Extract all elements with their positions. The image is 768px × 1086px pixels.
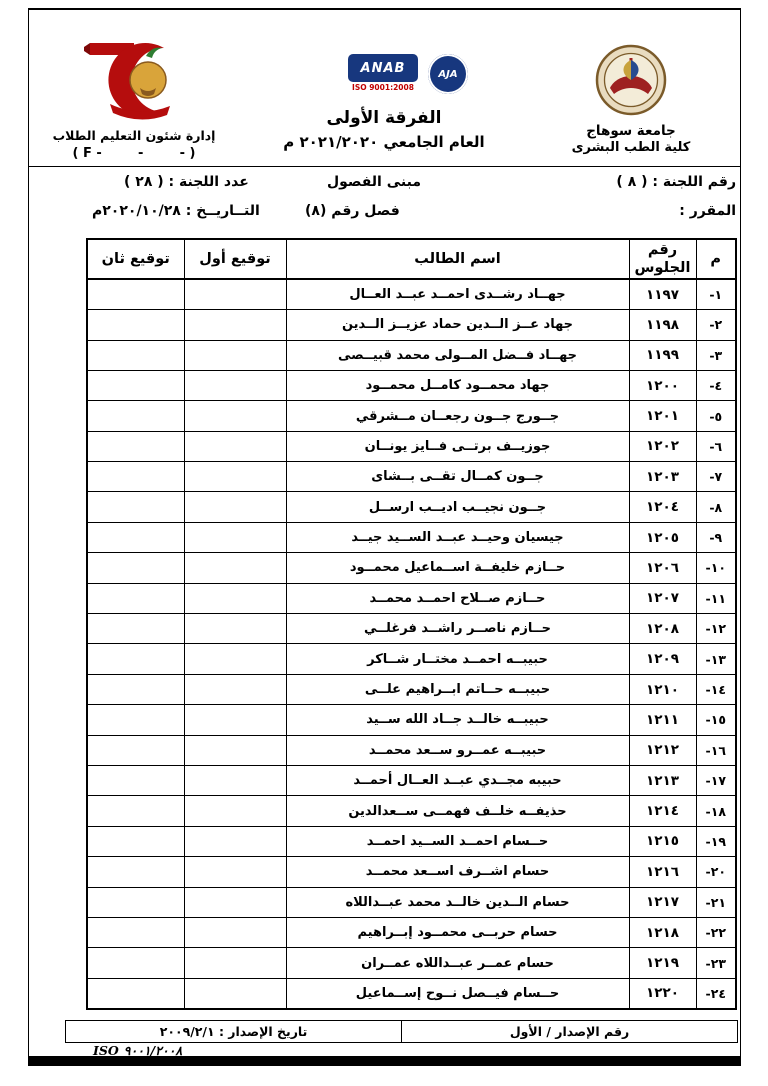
row-number: ١١- <box>696 583 736 613</box>
second-signature-cell <box>87 796 184 826</box>
anab-logo <box>348 54 418 92</box>
seat-number: ١٢١١ <box>629 705 696 735</box>
first-signature-cell <box>184 978 286 1008</box>
seat-number: ١٢٢٠ <box>629 978 696 1008</box>
second-signature-cell <box>87 978 184 1008</box>
second-signature-cell <box>87 492 184 522</box>
row-number: ٢١- <box>696 887 736 917</box>
col-header-student-name: اسم الطالب <box>286 239 629 279</box>
table-row <box>87 370 736 400</box>
seat-number: ١١٩٨ <box>629 310 696 340</box>
second-signature-cell <box>87 735 184 765</box>
issue-number: رقم الإصدار / الأول <box>401 1021 737 1042</box>
building-name: مبنى الفصول <box>327 174 421 190</box>
seat-number: ١٢١٨ <box>629 917 696 947</box>
student-name: جوزيــف برتــى فــايز يونــان <box>286 431 629 461</box>
seat-number: ١٢٠١ <box>629 401 696 431</box>
page-frame <box>28 8 741 1066</box>
row-number: ١٤- <box>696 674 736 704</box>
student-name: جهــاد فــضل المــولى محمد قبيــصى <box>286 340 629 370</box>
first-signature-cell <box>184 766 286 796</box>
seat-number: ١٢١٩ <box>629 948 696 978</box>
row-number: ٨- <box>696 492 736 522</box>
first-signature-cell <box>184 614 286 644</box>
first-signature-cell <box>184 796 286 826</box>
table-row <box>87 644 736 674</box>
university-block <box>536 43 726 155</box>
table-row <box>87 948 736 978</box>
seat-number: ١٢٠٢ <box>629 431 696 461</box>
student-name: حبيبــه خالــد جــاد الله ســيد <box>286 705 629 735</box>
seat-number: ١٢١٦ <box>629 857 696 887</box>
seat-number: ١٢١٠ <box>629 674 696 704</box>
second-signature-cell <box>87 522 184 552</box>
university-seal-icon <box>594 43 668 117</box>
footer-box <box>65 1020 738 1043</box>
first-signature-cell <box>184 401 286 431</box>
seat-number: ١٢٠٣ <box>629 462 696 492</box>
first-signature-cell <box>184 310 286 340</box>
first-signature-cell <box>184 522 286 552</box>
second-signature-cell <box>87 310 184 340</box>
student-name: جــورج جــون رجعــان مــشرقي <box>286 401 629 431</box>
seat-number: ١٢١٢ <box>629 735 696 765</box>
first-signature-cell <box>184 492 286 522</box>
table-row <box>87 735 736 765</box>
seat-number: ١٢٠٨ <box>629 614 696 644</box>
faculty-name: كلية الطب البشرى <box>571 140 691 155</box>
crescent-logo-icon <box>76 38 192 122</box>
first-signature-cell <box>184 705 286 735</box>
row-number: ١٢- <box>696 614 736 644</box>
student-name: حسام عمــر عبــداللاه عمــران <box>286 948 629 978</box>
row-number: ٤- <box>696 370 736 400</box>
department-name: إدارة شئون التعليم الطلاب <box>52 128 216 143</box>
second-signature-cell <box>87 857 184 887</box>
anab-label: ANAB <box>360 60 406 76</box>
student-name: جيسيان وحيــد عبــد الســيد جيــد <box>286 522 629 552</box>
second-signature-cell <box>87 370 184 400</box>
aja-logo-icon <box>428 54 468 94</box>
first-signature-cell <box>184 887 286 917</box>
seat-number: ١٢٠٦ <box>629 553 696 583</box>
student-name: جهاد محمــود كامــل محمــود <box>286 370 629 400</box>
attendance-table <box>86 238 737 1010</box>
table-row <box>87 310 736 340</box>
col-header-seat-number: رقم الجلوس <box>629 239 696 279</box>
first-signature-cell <box>184 674 286 704</box>
first-signature-cell <box>184 857 286 887</box>
second-signature-cell <box>87 826 184 856</box>
student-name: حسام اشــرف اســعد محمــد <box>286 857 629 887</box>
table-row <box>87 826 736 856</box>
aja-label: AJA <box>438 68 458 80</box>
second-signature-cell <box>87 340 184 370</box>
committee-number: رقم اللجنة : ( ٨ ) <box>616 174 736 190</box>
header-divider <box>28 166 741 167</box>
student-name: حــازم خليفــة اســماعيل محمــود <box>286 553 629 583</box>
row-number: ٢٣- <box>696 948 736 978</box>
table-row <box>87 857 736 887</box>
student-name: حسام الــدين خالــد محمد عبــداللاه <box>286 887 629 917</box>
seat-number: ١٢٠٥ <box>629 522 696 552</box>
seat-number: ١١٩٧ <box>629 279 696 309</box>
table-row <box>87 401 736 431</box>
first-signature-cell <box>184 948 286 978</box>
seat-number: ١٢٠٩ <box>629 644 696 674</box>
table-row <box>87 917 736 947</box>
student-name: حــازم ناصــر راشــد فرغلــي <box>286 614 629 644</box>
student-name: جــون نجيــب اديــب ارســل <box>286 492 629 522</box>
first-signature-cell <box>184 340 286 370</box>
room-number: فصل رقم (٨) <box>305 203 400 219</box>
issue-date: تاريخ الإصدار : ٢٠٠٩/٢/١ <box>159 1024 308 1039</box>
row-number: ١٣- <box>696 644 736 674</box>
iso-label: ISO <box>93 1043 119 1058</box>
second-signature-cell <box>87 401 184 431</box>
form-code: ( F - - - ) <box>72 146 196 161</box>
department-block <box>39 38 229 161</box>
table-row <box>87 766 736 796</box>
student-table-body <box>87 279 736 1008</box>
first-signature-cell <box>184 583 286 613</box>
grade-title: الفرقة الأولى <box>326 108 442 128</box>
row-number: ١٩- <box>696 826 736 856</box>
second-signature-cell <box>87 705 184 735</box>
first-signature-cell <box>184 431 286 461</box>
table-row <box>87 553 736 583</box>
row-number: ١٨- <box>696 796 736 826</box>
course-label: المقرر : <box>679 203 736 219</box>
iso-certification <box>93 1043 182 1058</box>
row-number: ١٥- <box>696 705 736 735</box>
second-signature-cell <box>87 279 184 309</box>
first-signature-cell <box>184 462 286 492</box>
second-signature-cell <box>87 553 184 583</box>
table-row <box>87 978 736 1008</box>
student-name: حبيبه مجــدي عبــد العــال أحمــد <box>286 766 629 796</box>
iso-number: ٩٠٠١/٢٠٠٨ <box>123 1043 183 1058</box>
first-signature-cell <box>184 644 286 674</box>
seat-number: ١٢٠٧ <box>629 583 696 613</box>
seat-number: ١٢٠٤ <box>629 492 696 522</box>
first-signature-cell <box>184 279 286 309</box>
student-name: حــسام احمــد الســيد احمــد <box>286 826 629 856</box>
student-name: حبيبــه عمــرو ســعد محمــد <box>286 735 629 765</box>
row-number: ٦- <box>696 431 736 461</box>
seat-number: ١١٩٩ <box>629 340 696 370</box>
first-signature-cell <box>184 826 286 856</box>
seat-number: ١٢١٥ <box>629 826 696 856</box>
table-row <box>87 492 736 522</box>
student-name: حبيبــه احمــد مختــار شــاكر <box>286 644 629 674</box>
row-number: ٢٢- <box>696 917 736 947</box>
first-signature-cell <box>184 917 286 947</box>
second-signature-cell <box>87 887 184 917</box>
second-signature-cell <box>87 614 184 644</box>
anab-icon <box>348 54 418 82</box>
row-number: ٢٤- <box>696 978 736 1008</box>
academic-year: العام الجامعي ٢٠٢١/٢٠٢٠ م <box>283 133 485 151</box>
row-number: ١٦- <box>696 735 736 765</box>
table-row <box>87 340 736 370</box>
table-row <box>87 796 736 826</box>
col-header-second-signature: توقيع ثان <box>87 239 184 279</box>
table-row <box>87 462 736 492</box>
student-name: جــون كمــال تقــى بــشاى <box>286 462 629 492</box>
first-signature-cell <box>184 553 286 583</box>
university-name: جامعة سوهاج <box>586 123 676 139</box>
table-row <box>87 522 736 552</box>
col-header-first-signature: توقيع أول <box>184 239 286 279</box>
row-number: ٥- <box>696 401 736 431</box>
title-block <box>279 54 489 151</box>
table-row <box>87 431 736 461</box>
second-signature-cell <box>87 948 184 978</box>
row-number: ١٠- <box>696 553 736 583</box>
row-number: ٣- <box>696 340 736 370</box>
second-signature-cell <box>87 431 184 461</box>
row-number: ٢- <box>696 310 736 340</box>
committee-count: عدد اللجنة : ( ٢٨ ) <box>124 174 249 190</box>
student-name: حــسام فيــصل نــوح إســماعيل <box>286 978 629 1008</box>
col-header-no: م <box>696 239 736 279</box>
first-signature-cell <box>184 370 286 400</box>
student-name: جهــاد رشــدى احمــد عبــد العــال <box>286 279 629 309</box>
row-number: ١٧- <box>696 766 736 796</box>
student-name: حسام حربــى محمــود إبــراهيم <box>286 917 629 947</box>
second-signature-cell <box>87 766 184 796</box>
table-row <box>87 279 736 309</box>
student-name: حبيبــه حــاتم ابــراهيم علــى <box>286 674 629 704</box>
seat-number: ١٢١٤ <box>629 796 696 826</box>
row-number: ١- <box>696 279 736 309</box>
table-row <box>87 674 736 704</box>
second-signature-cell <box>87 644 184 674</box>
first-signature-cell <box>184 735 286 765</box>
seat-number: ١٢٠٠ <box>629 370 696 400</box>
student-name: جهاد عــز الــدين حماد عزيــز الــدين <box>286 310 629 340</box>
second-signature-cell <box>87 917 184 947</box>
anab-iso-text: ISO 9001:2008 <box>352 83 414 92</box>
table-row <box>87 705 736 735</box>
row-number: ٧- <box>696 462 736 492</box>
table-header-row <box>87 239 736 279</box>
seat-number: ١٢١٧ <box>629 887 696 917</box>
table-row <box>87 614 736 644</box>
table-row <box>87 887 736 917</box>
second-signature-cell <box>87 674 184 704</box>
student-name: حذيفــه خلــف فهمــى ســعدالدين <box>286 796 629 826</box>
exam-date: التــاريــخ : ٢٠٢٠/١٠/٢٨م <box>92 203 260 219</box>
table-row <box>87 583 736 613</box>
second-signature-cell <box>87 462 184 492</box>
row-number: ٢٠- <box>696 857 736 887</box>
seat-number: ١٢١٣ <box>629 766 696 796</box>
certification-logos <box>303 54 513 104</box>
second-signature-cell <box>87 583 184 613</box>
student-name: حــازم صــلاح احمــد محمــد <box>286 583 629 613</box>
row-number: ٩- <box>696 522 736 552</box>
